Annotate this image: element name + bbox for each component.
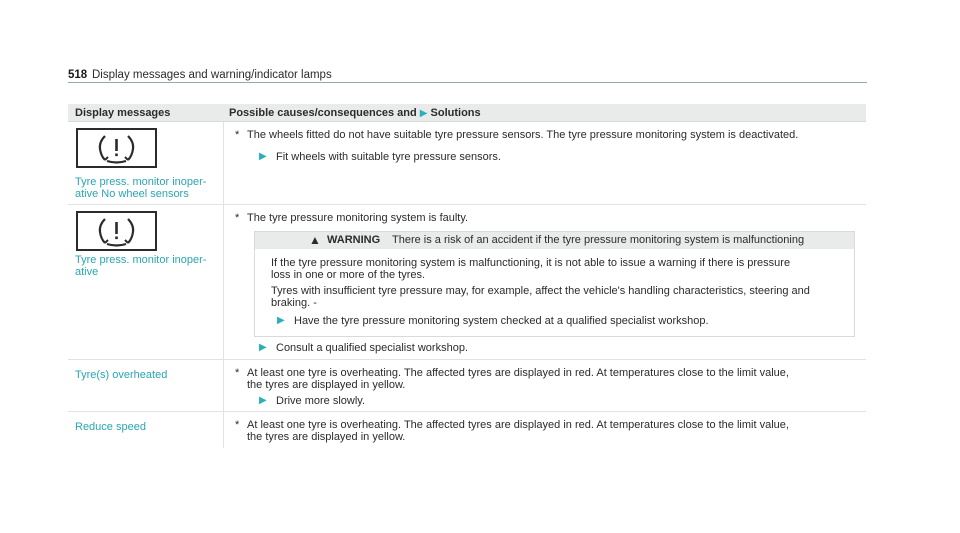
- display-messages-table: [68, 104, 866, 448]
- tyre-pressure-warning-icon: [76, 128, 157, 168]
- table-row: Tyre press. monitor inoper- ative No wheel sensors * The wheels fitted do not have suitable tyre pressure sensors. The tyre pressure monitoring system is deactivated. ▶ Fit wheels with suitable tyre pressure sensors.: [68, 122, 866, 205]
- cause-text-line2: the tyres are displayed in yellow.: [247, 379, 406, 391]
- step-text: Drive more slowly.: [276, 395, 366, 407]
- col-header-solutions-text: Solutions: [430, 107, 481, 119]
- step-arrow-icon: ▶: [259, 342, 267, 353]
- warning-label: WARNING: [327, 234, 381, 246]
- page-number: 518: [68, 69, 88, 81]
- step-arrow-icon: ▶: [259, 151, 267, 162]
- cause-text: The tyre pressure monitoring system is faulty.: [247, 212, 469, 224]
- step-arrow-icon: ▶: [277, 315, 285, 326]
- col-header-causes-text: Possible causes/consequences and: [229, 107, 417, 119]
- warning-box: [254, 231, 855, 337]
- step-text: Consult a qualified specialist workshop.: [276, 342, 468, 354]
- message-text: Reduce speed: [75, 421, 146, 433]
- step-text: Fit wheels with suitable tyre pressure sensors.: [276, 151, 501, 163]
- step-arrow-icon: ▶: [259, 395, 267, 406]
- table-header: [68, 104, 866, 122]
- arrow-icon: ▶: [419, 108, 428, 119]
- warning-body: If the tyre pressure monitoring system is malfunctioning, it is not able to issue a warning if there is pressure loss in one or more of the tyres. Tyres with insufficient tyre pressure may, for example, affect the vehicle's handling characteristics, steering and braking. - ▶ Have the tyre pressure monitoring system checked at a qualified specialist workshop.: [271, 257, 810, 327]
- warning-title: There is a risk of an accident if the tyre pressure monitoring system is malfunctioning: [392, 234, 805, 246]
- cause-text: At least one tyre is overheating. The affected tyres are displayed in red. At temperatures close to the limit value,: [247, 419, 789, 431]
- cause-text-line2: the tyres are displayed in yellow.: [247, 431, 406, 443]
- message-text: Tyre press. monitor inoper- ative No wheel sensors: [75, 176, 207, 200]
- table-row: Reduce speed * At least one tyre is overheating. The affected tyres are displayed in red. At temperatures close to the limit value, the tyres are displayed in yellow.: [68, 412, 866, 448]
- warning-step-text: Have the tyre pressure monitoring system checked at a qualified specialist workshop.: [294, 315, 709, 327]
- warning-triangle-icon: ▲: [309, 233, 321, 247]
- cause-text: The wheels fitted do not have suitable tyre pressure sensors. The tyre pressure monitoring system is deactivated.: [247, 129, 799, 141]
- cause-text: At least one tyre is overheating. The affected tyres are displayed in red. At temperatures close to the limit value,: [247, 367, 789, 379]
- table-row: Tyre(s) overheated * At least one tyre is overheating. The affected tyres are displayed in red. At temperatures close to the limit value, the tyres are displayed in yellow. ▶ Drive more slowly.: [68, 360, 866, 412]
- warning-header: [255, 232, 854, 249]
- tyre-pressure-warning-icon: [76, 211, 157, 251]
- col-header-causes: [229, 107, 481, 119]
- table-row: Tyre press. monitor inoper- ative * The tyre pressure monitoring system is faulty. ▲ WARNING There is a risk of an accident if the tyre pressure monitoring system is malfunctioning If the tyre pressure monitoring system is malfunctioning, it is not able to issue a warning if there is pressure loss in one or more of the tyres. Tyres with insufficient tyre pressure may, for example, affect the vehicle's handling characteristics, steering and braking. - ▶ Have the tyre pressure monitoring system checked at a qualified specialist workshop. ▶ Consult a qualified specialist workshop.: [68, 205, 866, 360]
- message-text: Tyre press. monitor inoper- ative: [75, 254, 207, 278]
- page-header: [68, 64, 867, 83]
- page-title: Display messages and warning/indicator lamps: [92, 69, 332, 81]
- col-header-display-messages: Display messages: [75, 107, 171, 119]
- message-text: Tyre(s) overheated: [75, 369, 168, 381]
